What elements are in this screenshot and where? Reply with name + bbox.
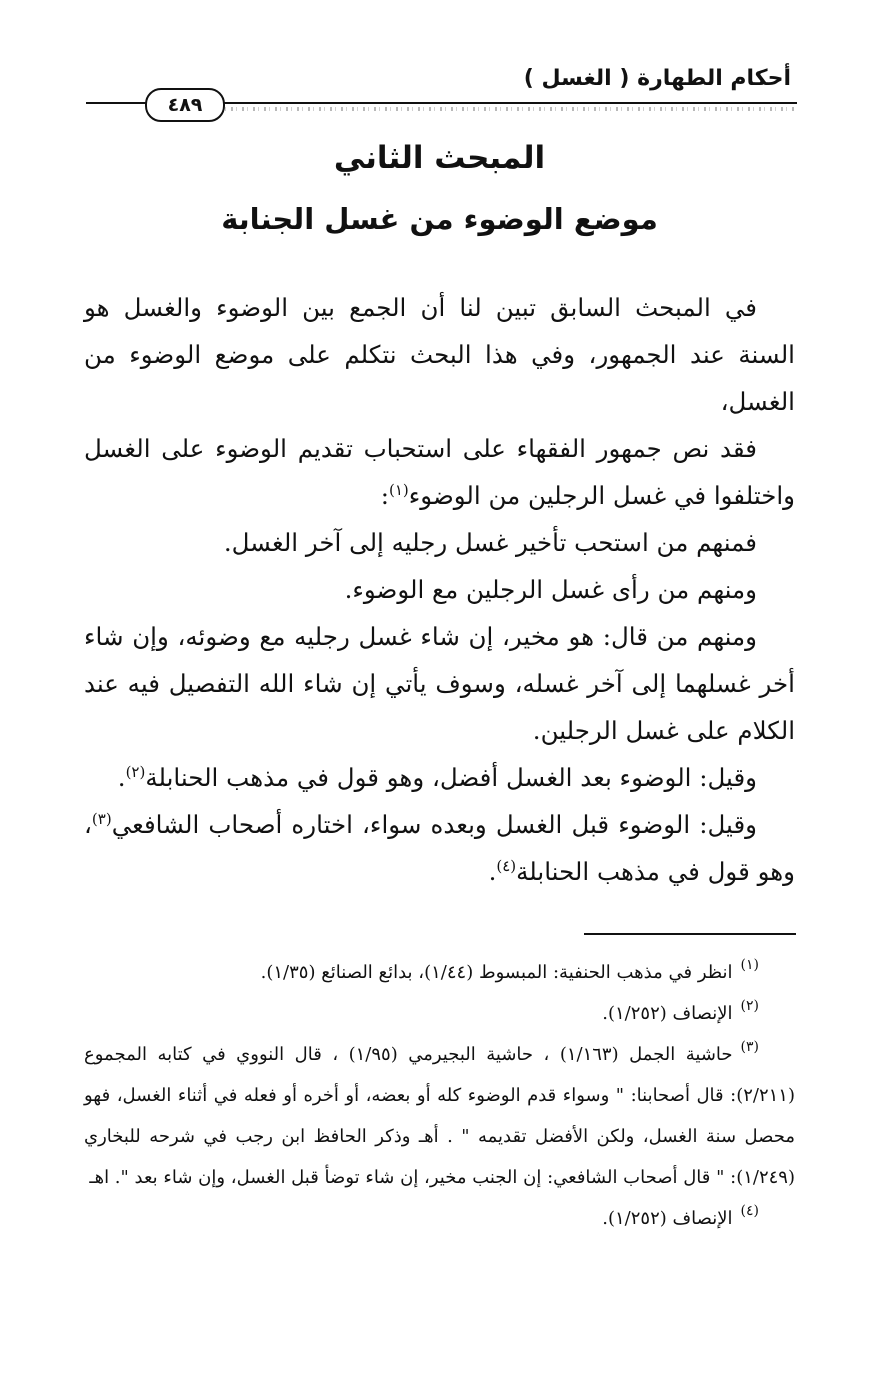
paragraph: في المبحث السابق تبين لنا أن الجمع بين الوضوء والغسل هو السنة عند الجمهور، وفي هذا البحث نتكلم على موضع الوضوء من الغسل، — [84, 293, 795, 416]
paragraph: ومنهم من رأى غسل الرجلين مع الوضوء. — [344, 575, 757, 604]
footnote-text: حاشية الجمل (١/١٦٣) ، حاشية البجيرمي (١/٩٥) ، قال النووي في كتابه المجموع (٢/٢١١): قال أصحابنا: " وسواء قدم الوضوء كله أو بعضه، أو أخره أو فعله في أثناء الغسل، فهو محصل سنة الغسل، ولكن الأفضل تقديمه " . أهـ وذكر الحافظ ابن رجب في شرحه للبخاري (١/٢٤٩): " قال أصحاب الشافعي: إن الجنب مخير، إن شاء توضأ قبل الغسل، وإن شاء بعد ". اهـ — [84, 1044, 795, 1188]
paragraph: ومنهم من قال: هو مخير، إن شاء غسل رجليه مع وضوئه، وإن شاء أخر غسلهما إلى آخر غسله، وسوف يأتي إن شاء الله التفصيل فيه عند الكلام على غسل الرجلين. — [84, 622, 795, 745]
footnote — [84, 993, 795, 1034]
footnote — [84, 1034, 795, 1198]
footnotes — [84, 952, 795, 1239]
page-number: ٤٨٩ — [145, 88, 225, 122]
footnote-number: (١) — [740, 957, 759, 973]
paragraph — [84, 425, 795, 519]
footnote-ref: (١) — [389, 481, 409, 499]
paragraph-text: فقد نص جمهور الفقهاء على استحباب تقديم الوضوء على الغسل واختلفوا في غسل الرجلين من الوضوء — [84, 434, 795, 510]
footnote-number: (٢) — [740, 998, 759, 1014]
paragraph: فمنهم من استحب تأخير غسل رجليه إلى آخر الغسل. — [223, 528, 757, 557]
paragraph — [84, 754, 795, 801]
punctuation: : — [380, 481, 389, 510]
paragraph — [84, 801, 795, 895]
footnote-separator — [584, 933, 796, 935]
footnote-number: (٤) — [740, 1203, 759, 1219]
paragraph-text: وقيل: الوضوء قبل الغسل وبعده سواء، اختاره أصحاب الشافعي — [111, 810, 757, 839]
footnote-number: (٣) — [740, 1039, 759, 1055]
footnote-text: الإنصاف (١/٢٥٢). — [602, 1208, 733, 1229]
footnote-text: الإنصاف (١/٢٥٢). — [602, 1003, 733, 1024]
paragraph-text: ، وهو قول في مذهب الحنابلة — [84, 810, 795, 886]
footnote-ref: (٢) — [125, 763, 146, 781]
punctuation: . — [117, 763, 126, 792]
body-text — [84, 284, 795, 895]
footnote-ref: (٣) — [91, 810, 112, 828]
footnote-text: انظر في مذهب الحنفية: المبسوط (١/٤٤)، بدائع الصنائع (١/٣٥). — [260, 962, 733, 983]
header-rule-texture — [220, 107, 795, 111]
topic-title: موضع الوضوء من غسل الجنابة — [221, 202, 658, 236]
footnote — [84, 952, 795, 993]
footnote — [84, 1198, 795, 1239]
punctuation: . — [488, 857, 497, 886]
section-title: المبحث الثاني — [333, 140, 546, 176]
running-title: أحكام الطهارة ( الغسل ) — [523, 66, 791, 91]
paragraph-text: وقيل: الوضوء بعد الغسل أفضل، وهو قول في مذهب الحنابلة — [145, 763, 757, 792]
footnote-ref: (٤) — [496, 857, 517, 875]
